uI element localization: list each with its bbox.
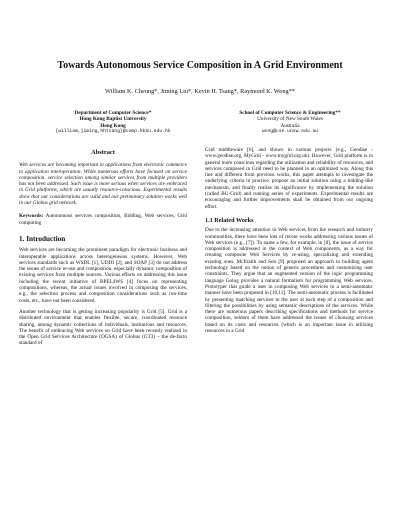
left-column (19, 148, 187, 352)
affiliation-email: wong@cse.unsw.edu.au (261, 129, 319, 135)
affiliation-place: Australia (280, 122, 300, 129)
affiliation-dept: School of Computer Science & Engineering** (239, 110, 341, 116)
related-works-paragraph: Due to the increasing attention to Web services from the research and industry communities, there have been lots of recent works addressing various issues of Web services (e.g., [7]). To name a few, for example, in [8], the issue of service composition is addressed in the context of Web components, as a way for creating composite Web Services by re-using, specializing and extending existing ones. McIlraith and Son [9] proposed an approach to building agent technology based on the notion of generic procedures and customizing user constraints. They argue that an augmented version of the logic programming language Golog provides a natural formalism for programming Web services. Prototyper that guide a user in composing Web services in a semi-automatic manner have been proposed in [10,11]. The semi-automatic process is facilitated by presenting matching services to the user at each step of a composition and filtering the possibilities by using semantic descriptions of the services. While there are numerous papers describing specifications and methods for service composition, seldom of them have addressed the issues of choosing services based on its costs and resources (which is an important issue in utilizing resources in a Grid (205, 227, 373, 335)
keywords-text: Autonomous services composition, Bidding, Web services, Grid computing (19, 213, 187, 226)
affiliation-dept: Department of Computer Science* (74, 110, 152, 116)
affiliation-institution: Hong Kong Baptist University (79, 116, 147, 123)
keywords (19, 213, 187, 226)
keywords-label: Keywords: (19, 213, 44, 220)
abstract-heading: Abstract (91, 149, 115, 156)
author-list: William K. Cheung*, Jiming Liu*, Kevin H. Tsang*, Raymond K. Wong** (105, 88, 295, 95)
affiliation-email: {william,jiming,hhtsang}@comp.hkbu.edu.hk (55, 129, 171, 135)
introduction-paragraph: Web services are becoming the prominent paradigm for electronic business and interoperable applications across heterogeneous systems. However, Web services standards such as WSDL [1], UDDI [2], and SOAP [3] do not address the issues of service re-use and composition, especially dynamic composition of existing services from multiple sources. Various efforts on addressing this issue including the recent initiative of BPEL4WS [4] focus on representing compositions, whereas, the actual issues involved in composing the services, e.g., the selection process and composition considerations such as run-time costs, etc., have not been considered. (19, 247, 187, 304)
body-paragraph: Grid middleware [6], and shown in various projects (e.g., Geodise - www.geodise.org, MyGrid - www.mygrid.org.uk). However, Grid platform is in general more conscious regarding the utilization and reliability of resources, and services composed in Grid need to be planned in an optimized way. Along this line and different from previous works, this paper attempts to investigate the underlying criteria in practice, propose an initial solution using a bidding-like mechanism, and finally realize its significance by implementing the solution (called BU-Grid) and running series of experiments. Experimental results are encouraging and further improvements shall be obtained from our ongoing effort. (205, 147, 373, 210)
affiliation-hkbu (28, 110, 198, 136)
section-heading-introduction: 1. Introduction (19, 234, 66, 243)
right-column (205, 147, 373, 339)
paper-title: Towards Autonomous Service Composition in A Grid Environment (57, 60, 343, 71)
affiliation-place: Hong Kong (100, 122, 126, 129)
abstract-text: Web services are becoming important in applications from electronic commerce to application interoperation. While numerous efforts have focused on service composition, service selection among similar services from multiple providers has not been addressed. Such issue is more serious when services are embraced in Grid platforms, which are usually resource-conscious. Experimental results show that our considerations are valid and our preliminary solution works well in our Globus grid network. (19, 162, 187, 207)
affiliation-unsw (205, 110, 375, 136)
introduction-paragraph: Another technology that is getting increasing popularity is Grid [5]. Grid is a distributed environment that enables flexible, secure, coordinated resource sharing, among dynamic collections of individuals, institutions and resources. The benefit of embracing Web services on Grid have been recently realized in the Open Grid Services Architecture (OGSA) of Globus (GT3) – the de-facto standard of (19, 308, 187, 347)
subsection-heading-related-works: 1.1 Related Works (205, 216, 254, 224)
affiliation-institution: University of New South Wales (257, 116, 323, 123)
